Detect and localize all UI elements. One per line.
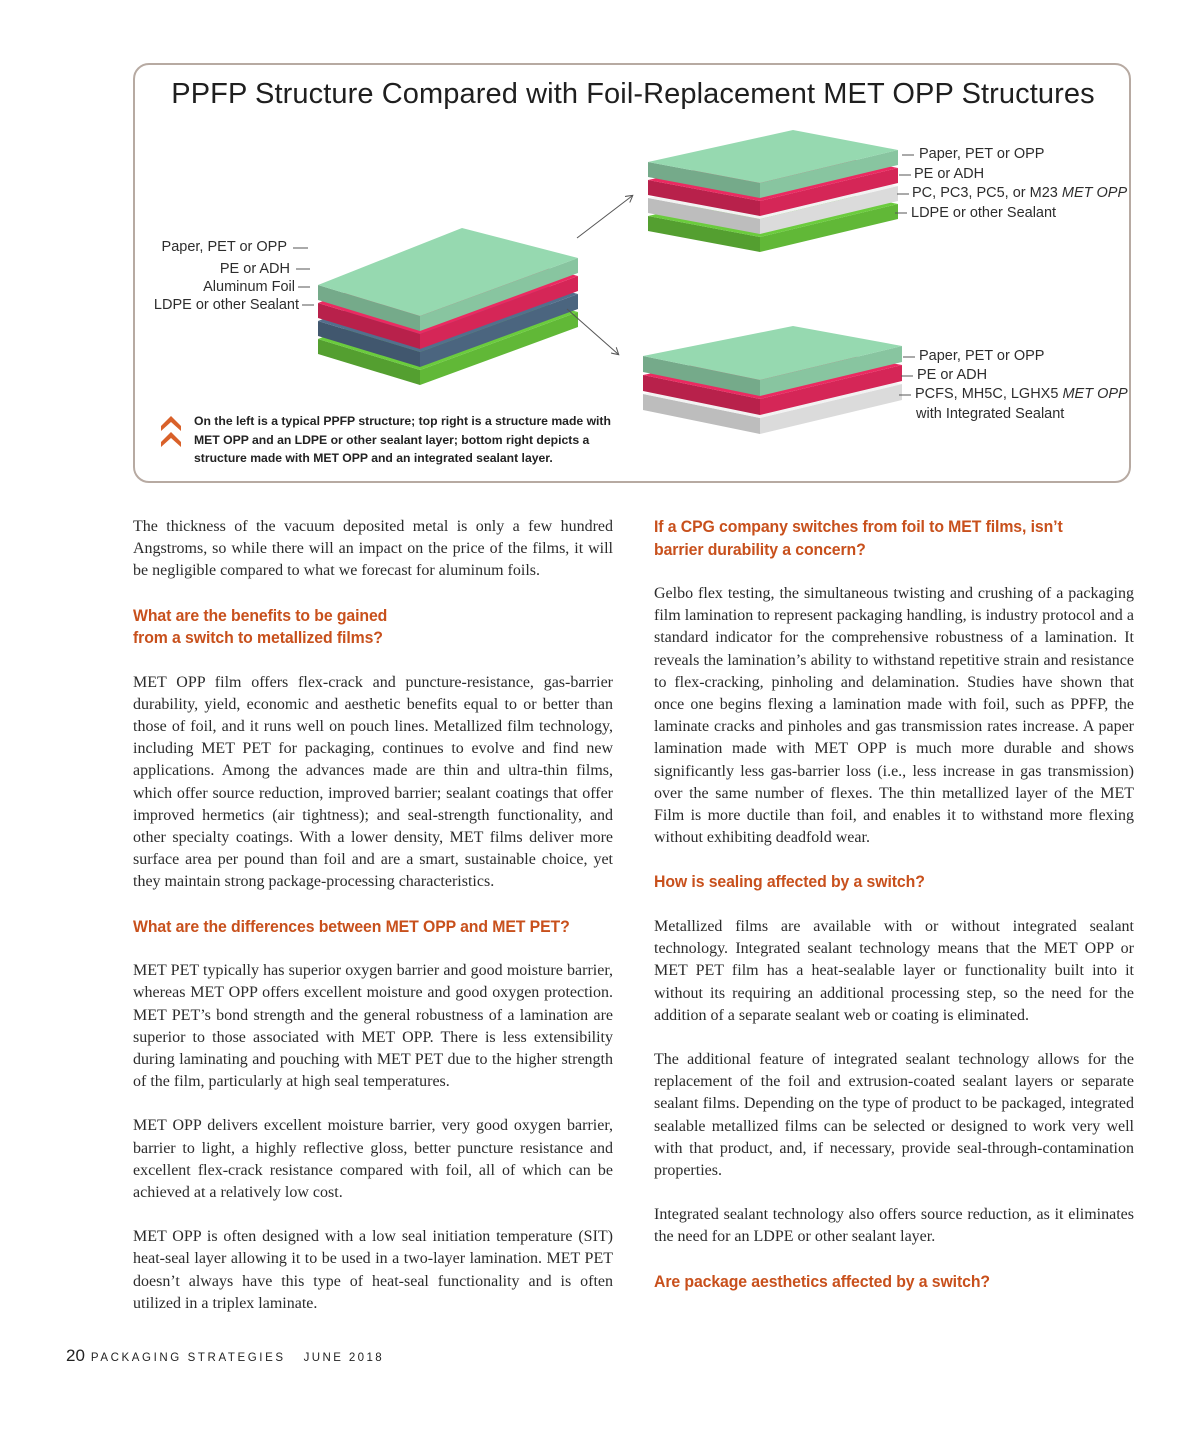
met-opp-sealant-stack	[648, 130, 898, 252]
figure-title: PPFP Structure Compared with Foil-Replacement MET OPP Structures	[171, 78, 1095, 110]
right-text-column	[654, 516, 1134, 1293]
paragraph: MET OPP film offers flex-crack and puncture-resistance, gas-barrier durability, yield, economic and aesthetic benefits equal to or better than those of foil, and it runs well on pouch lines. Metallized film technology, including MET PET for packaging, continues to evolve and find new applications. Among the advances made are thin and ultra-thin films, which offer source reduction, improved barrier; sealant coatings that offer improved hermetics (air tightness); and seal-strength functionality, and other specialty coatings. With a lower density, MET films deliver more surface area per pound than foil and are a smart, sustainable choice, yet they maintain strong package-processing characteristics.	[133, 673, 613, 891]
magazine-name: PACKAGING STRATEGIES	[90, 1352, 286, 1364]
paragraph: MET PET typically has superior oxygen barrier and good moisture barrier, whereas MET OPP offers excellent moisture and good oxygen protection. MET PET’s bond strength and the general robustness of a lamination are superior to those associated with MET OPP. There is less extensibility during laminating and pouching with MET PET due to the higher strength of the film, particularly at high seal temperatures.	[133, 962, 613, 1091]
left-label-adhesive: PE or ADH	[219, 261, 290, 277]
paragraph: MET OPP delivers excellent moisture barrier, very good oxygen barrier, barrier to light, a highly reflective gloss, better puncture resistance and excellent flex-crack resistance compared with foil, all of which can be achieved at a relatively low cost.	[133, 1117, 613, 1201]
left-label-foil: Aluminum Foil	[203, 279, 295, 295]
section-heading: If a CPG company switches from foil to MET films, isn’t barrier durability a concern?	[654, 517, 1063, 559]
page-number: 20	[66, 1346, 85, 1365]
section-heading: How is sealing affected by a switch?	[654, 872, 925, 892]
bottom-label-integrated-sealant: with Integrated Sealant	[916, 406, 1065, 422]
paragraph: Integrated sealant technology also offers source reduction, as it eliminates the need for an LDPE or other sealant layer.	[654, 1206, 1134, 1246]
bottom-label-paper: Paper, PET or OPP	[919, 348, 1045, 364]
left-label-sealant: LDPE or other Sealant	[153, 297, 299, 313]
page-footer	[66, 1346, 384, 1366]
paragraph: The thickness of the vacuum deposited metal is only a few hundred Angstroms, so while there will an impact on the price of the films, it will be negligible compared to what we forecast for aluminum foils.	[133, 518, 613, 580]
issue-date: JUNE 2018	[303, 1352, 385, 1364]
left-text-column	[133, 516, 613, 1315]
paragraph: MET OPP is often designed with a low seal initiation temperature (SIT) heat-seal layer allowing it to be used in a two-layer lamination. MET PET doesn’t always have this type of heat-seal functionality and is often utilized in a triplex laminate.	[133, 1228, 613, 1312]
section-heading: What are the benefits to be gained from a switch to metallized films?	[133, 605, 388, 648]
top-label-paper: Paper, PET or OPP	[919, 146, 1045, 162]
met-opp-integrated-stack	[643, 326, 902, 434]
section-heading: Are package aesthetics affected by a switch?	[654, 1271, 990, 1291]
arrow-to-bottom-stack	[567, 309, 618, 354]
arrow-to-top-stack	[577, 196, 632, 238]
ppfp-stack	[318, 228, 578, 385]
top-label-adhesive: PE or ADH	[914, 166, 985, 182]
double-chevron-up-icon	[159, 412, 183, 448]
top-label-sealant: LDPE or other Sealant	[911, 205, 1057, 221]
left-label-paper: Paper, PET or OPP	[161, 239, 287, 255]
figure-caption: On the left is a typical PPFP structure; top right is a structure made with MET OPP and an LDPE or other sealant layer; bottom right depicts a structure made with MET OPP and an integrated sealant layer.	[194, 414, 611, 465]
bottom-label-adhesive: PE or ADH	[917, 367, 988, 383]
paragraph: The additional feature of integrated sealant technology allows for the replacement of the foil and extrusion-coated sealant layers or separate sealant films. Depending on the type of product to be packaged, integrated sealable metallized films can be selected or designed to work very well with that product, and, if necessary, provide seal-through-contamination properties.	[654, 1050, 1134, 1179]
section-heading: What are the differences between MET OPP and MET PET?	[133, 916, 570, 936]
bottom-label-met-opp: PCFS, MH5C, LGHX5 MET OPP	[915, 386, 1128, 402]
paragraph: Metallized films are available with or without integrated sealant technology. Integrated sealant technology means that the MET OPP or MET PET film has a heat-sealable layer or functionality built into it without its requiring an additional processing step, so the need for the addition of a separate sealant web or coating is eliminated.	[654, 917, 1134, 1024]
top-label-met-opp: PC, PC3, PC5, or M23 MET OPP	[912, 185, 1128, 201]
paragraph: Gelbo flex testing, the simultaneous twisting and crushing of a packaging film lamination to represent packaging handling, is industry protocol and a standard indicator for the comprehensive robustness of a lamination. It reveals the lamination’s ability to withstand repetitive strain and resistance to flex-cracking, pinholing and delamination. Studies have shown that once one begins flexing a lamination made with foil, such as PPFP, the laminate cracks and pinholes and gas transmission rates increase. A paper lamination made with MET OPP is much more durable and shows significantly less gas-barrier loss (i.e., less increase in gas transmission) over the same number of flexes. The thin metallized layer of the MET Film is more ductile than foil, and enables it to withstand more flexing without exhibiting deadfold wear.	[654, 585, 1134, 847]
